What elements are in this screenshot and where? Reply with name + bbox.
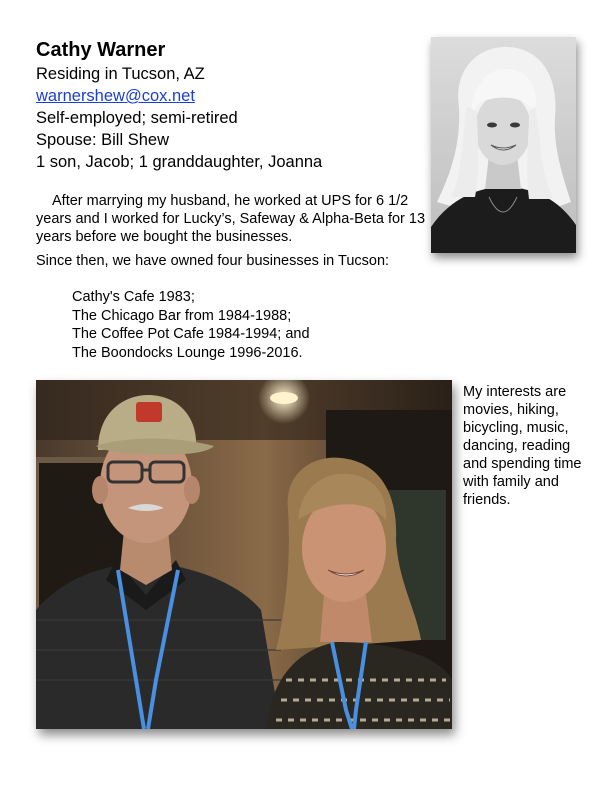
- business-list: [72, 288, 310, 362]
- business-item: The Coffee Pot Cafe 1984-1994; and: [72, 326, 310, 342]
- interests-text: My interests are movies, hiking, bicycling, music, dancing, reading and spending time with family and friends.: [463, 384, 582, 508]
- story-paragraph-1: After marrying my husband, he worked at UPS for 6 1/2 years and I worked for Lucky’s, Safeway & Alpha-Beta for 13 years before we bought the businesses.: [36, 193, 426, 245]
- story-paragraph-2: Since then, we have owned four businesses in Tucson:: [36, 253, 390, 269]
- profile-name: Cathy Warner: [36, 39, 166, 61]
- email-link[interactable]: warnershew@cox.net: [36, 87, 195, 105]
- business-item: The Chicago Bar from 1984-1988;: [72, 307, 292, 324]
- profile-info: [36, 63, 322, 173]
- spouse: Spouse: Bill Shew: [36, 131, 169, 149]
- family: 1 son, Jacob; 1 granddaughter, Joanna: [36, 153, 323, 171]
- residence: Residing in Tucson, AZ: [36, 65, 205, 83]
- couple-photo: [36, 380, 452, 729]
- yearbook-portrait-photo: [431, 37, 576, 253]
- occupation: Self-employed; semi-retired: [36, 109, 238, 127]
- business-item: The Boondocks Lounge 1996-2016.: [72, 344, 303, 361]
- business-item: Cathy's Cafe 1983;: [72, 289, 195, 305]
